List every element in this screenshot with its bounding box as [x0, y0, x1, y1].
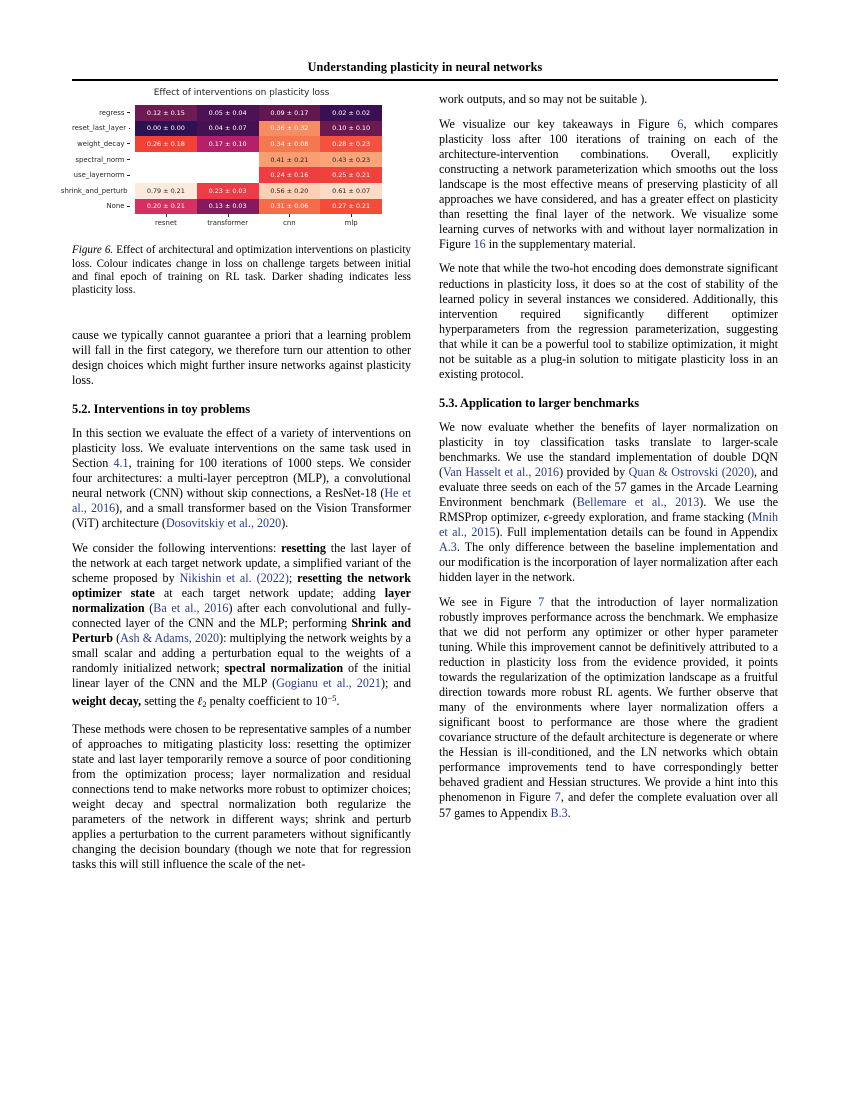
text-run: at each target network update; adding: [154, 586, 385, 601]
text-run: (: [144, 601, 154, 616]
row-label: spectral_norm: [72, 152, 130, 168]
heatmap-cell: 0.04 ± 0.07: [197, 121, 259, 137]
heatmap-cell: 0.00 ± 0.00: [135, 121, 197, 137]
right-column: [439, 92, 778, 830]
heatmap-cell: 0.05 ± 0.04: [197, 105, 259, 121]
heatmap-cell-empty: [135, 167, 197, 183]
heatmap-cell: 0.26 ± 0.18: [135, 136, 197, 152]
figure-link-6[interactable]: 6: [677, 116, 684, 131]
heatmap-cell: 0.12 ± 0.15: [135, 105, 197, 121]
text-run: ) after each convolutional and fully-connected layer of the CNN and the MLP; performing: [72, 601, 412, 631]
heatmap-cell: 0.10 ± 0.10: [320, 121, 382, 137]
figure-link-16[interactable]: 16: [473, 236, 486, 251]
text-run: of the initial linear layer of the CNN and the MLP (: [72, 661, 411, 691]
figure-title: Effect of interventions on plasticity loss: [153, 88, 330, 98]
figure-caption: [72, 244, 411, 298]
text-run: that the introduction of layer normalization robustly improves performance across the benchmark. We emphasize that we did not perform any optimizer or other hyper parameter tuning. While this improvement cannot be definitively attributed to a reduction in plasticity loss from the evidence provided, it points towards the regularization of the optimization landscape as a fruitful direction towards more robust RL agents. We further observe that many of the environments where layer normalization offers a significant boost to performance are those where the gradient covariance structure of the default architecture is degenerate or where the Hessian is ill-conditioned, and the LN networks which obtain performance improvements tend to have correspondingly better behaved gradient and Hessian structures. We provide a hint into this phenomenon in Figure: [439, 594, 778, 805]
right-para-4: [439, 420, 778, 586]
heatmap: [60, 105, 382, 228]
row-label: None: [72, 199, 130, 215]
left-para-3: [72, 541, 411, 713]
right-para-5: [439, 595, 778, 821]
row-label: use_layernorm: [72, 167, 130, 183]
figure-number: Figure 6.: [72, 244, 114, 257]
heatmap-cell: 0.23 ± 0.03: [197, 183, 259, 199]
heatmap-cell: 0.56 ± 0.20: [259, 183, 321, 199]
text-run: ;: [288, 571, 298, 586]
citation-link-he-2016[interactable]: He et al., 2016: [72, 486, 411, 516]
row-label: weight_decay: [72, 136, 130, 152]
heatmap-cell: 0.13 ± 0.03: [197, 199, 259, 215]
heatmap-cell: 0.17 ± 0.10: [197, 136, 259, 152]
heatmap-cell: 0.28 ± 0.23: [320, 136, 382, 152]
text-run: , which compares plasticity loss after 100 iterations of training on each of the architecture-intervention combinations. Overall, explicitly constructing a network parameterization which smooths out the loss landscape is the most effective means of preserving plasticity of all approaches we have considered, and has a greater effect on plasticity than resetting the final layer of the network. We visualize some learning curves of networks with and without layer normalization in Figure: [439, 116, 779, 251]
heatmap-cell: 0.41 ± 0.21: [259, 152, 321, 168]
heatmap-cell: 0.79 ± 0.21: [135, 183, 197, 199]
heatmap-cell: 0.27 ± 0.21: [320, 199, 382, 215]
citation-link-quan-ostrovski-2020[interactable]: Quan & Ostrovski (2020): [628, 464, 755, 479]
citation-link-gogianu-2021[interactable]: Gogianu et al., 2021: [276, 676, 381, 691]
citation-link-ash-adams-2020[interactable]: Ash & Adams, 2020: [120, 631, 220, 646]
text-run: -greedy exploration, and frame stacking (: [548, 510, 752, 525]
heading-section-5-2: 5.2. Interventions in toy problems: [72, 402, 251, 417]
text-run: We visualize our key takeaways in Figure: [439, 116, 678, 131]
heatmap-cell: 0.25 ± 0.21: [320, 167, 382, 183]
text-run: (: [112, 631, 121, 646]
emphasis-shrink-perturb: Shrink and Perturb: [72, 616, 412, 646]
citation-link-ba-2016[interactable]: Ba et al., 2016: [153, 601, 229, 616]
text-run: the last layer of the network at each target network update, a simplified variant of the scheme proposed by: [72, 541, 411, 586]
heatmap-cell: 0.34 ± 0.08: [259, 136, 321, 152]
text-run: penalty coefficient to 10: [206, 694, 328, 709]
text-run: We now evaluate whether the benefits of layer normalization on plasticity in toy classification tasks translate to larger-scale benchmarks. We use the standard implementation of double DQN (: [439, 419, 778, 479]
heatmap-cell: 0.61 ± 0.07: [320, 183, 382, 199]
heatmap-column-labels: [135, 214, 382, 227]
emphasis-layernorm: layer normalization: [72, 586, 411, 616]
appendix-link-b3[interactable]: B.3: [550, 805, 568, 820]
right-para-3: We note that while the two-hot encoding does demonstrate significant reductions in plasticity loss, it does so at the cost of stability of the learned policy in several instances we considered. Additionally, this intervention required significantly different optimizer hyperparameters from the regression parameterization, suggesting that while it can be a powerful tool to stabilize optimization, it might not be suitable as a plug-in solution to mitigate plasticity loss in an existing protocol.: [439, 261, 778, 381]
left-para-2: [72, 426, 411, 531]
column-label: transformer: [197, 214, 259, 227]
text-run: ): multiplying the network weights by a small scalar and adding a perturbation equal to the weights of a randomly initialized network;: [72, 631, 411, 676]
figure-6: [60, 88, 411, 298]
citation-link-bellemare-2013[interactable]: Bellemare et al., 2013: [576, 495, 700, 510]
emphasis-reset-optimizer: resetting the network optimizer state: [72, 571, 411, 601]
heatmap-cell: 0.09 ± 0.17: [259, 105, 321, 121]
text-run: ). We use the RMSProp optimizer,: [439, 495, 778, 525]
math-exponent: −5: [327, 693, 337, 704]
heatmap-cell: 0.20 ± 0.21: [135, 199, 197, 215]
right-para-1: work outputs, and so may not be suitable ).: [439, 92, 648, 106]
text-run: In this section we evaluate the effect of a variety of interventions on plasticity loss. We evaluate interventions on the same task used in Section: [72, 426, 411, 471]
column-label: resnet: [135, 214, 197, 227]
appendix-link-a3[interactable]: A.3: [439, 540, 457, 555]
text-run: .: [336, 694, 340, 709]
text-run: We see in Figure: [439, 594, 539, 609]
citation-link-vanhasselt-2016[interactable]: Van Hasselt et al., 2016: [443, 464, 560, 479]
heatmap-grid: [135, 105, 382, 214]
column-label: cnn: [259, 214, 321, 227]
heatmap-cell-empty: [135, 152, 197, 168]
text-run: ) provided by: [559, 464, 629, 479]
heatmap-cell-empty: [197, 167, 259, 183]
row-label: regress: [72, 105, 130, 121]
figure-link-7[interactable]: 7: [538, 594, 545, 609]
left-para-4: These methods were chosen to be representative samples of a number of approaches to mitigating plasticity loss: resetting the optimizer state and last layer temporarily remove a source of poor conditioning from the optimization process; layer normalization and residual connections tend to make networks more robust to optimizer choices; weight decay and spectral normalization both regularize the parameters of the network in different ways; shrink and perturb applies a perturbation to the current parameters without significantly changing the decision boundary (though we note that for regression tasks this will still influence the scale of the net-: [72, 722, 411, 872]
text-run: setting the: [141, 694, 198, 709]
figure-link-7-second[interactable]: 7: [554, 790, 561, 805]
text-run: We consider the following interventions:: [72, 541, 282, 556]
heatmap-cell-empty: [197, 152, 259, 168]
column-label: mlp: [320, 214, 382, 227]
text-run: ). Full implementation details can be found in Appendix: [495, 525, 778, 540]
emphasis-spectral-norm: spectral normalization: [224, 661, 344, 676]
figure-caption-text: Effect of architectural and optimization interventions on plasticity loss. Colour indicates change in loss on challenge targets between initial and final epoch of training on RL task. Darker shading indicates less plasticity loss.: [72, 244, 411, 297]
heatmap-cell: 0.02 ± 0.02: [320, 105, 382, 121]
text-run: in the supplementary material.: [485, 236, 636, 251]
text-run: ); and: [380, 676, 412, 691]
header-rule: [72, 79, 778, 81]
running-header: Understanding plasticity in neural networks: [307, 60, 543, 74]
text-run: , and evaluate three seeds on each of the 57 games in the Arcade Learning Environment benchmark (: [439, 464, 778, 510]
row-label: reset_last_layer: [72, 121, 130, 137]
row-label: shrink_and_perturb: [72, 183, 130, 199]
heading-section-5-3: 5.3. Application to larger benchmarks: [439, 395, 640, 410]
citation-link-section-4-1[interactable]: 4.1: [113, 456, 129, 471]
heatmap-cell: 0.36 ± 0.32: [259, 121, 321, 137]
right-para-2: [439, 117, 778, 252]
citation-link-mnih-2015[interactable]: Mnih et al., 2015: [439, 510, 778, 540]
heatmap-row-labels: [60, 105, 130, 214]
text-run: , training for 100 iterations of 1000 steps. We consider four architectures: a multi-layer perceptron (MLP), a convolutional neural network (CNN) without skip connections, a ResNet-18 (: [72, 456, 411, 501]
math-ell: ℓ: [197, 694, 203, 709]
text-run: . The only difference between the baseline implementation and our modification is the incorporation of layer normalization after each hidden layer in the network.: [439, 540, 778, 585]
text-run: ).: [281, 516, 289, 531]
emphasis-weight-decay: weight decay,: [72, 694, 142, 709]
left-para-1: cause we typically cannot guarantee a priori that a learning problem will fall in the first category, we therefore turn our attention to other design choices which might further insure networks against plasticity loss.: [72, 328, 411, 388]
text-run: .: [567, 805, 571, 820]
text-run: , and defer the complete evaluation over all 57 games to Appendix: [439, 790, 778, 820]
text-run: ), and a small transformer based on the Vision Transformer (ViT) architecture (: [72, 501, 411, 531]
citation-link-nikishin-2022[interactable]: Nikishin et al. (2022): [179, 571, 289, 586]
heatmap-cell: 0.24 ± 0.16: [259, 167, 321, 183]
emphasis-resetting: resetting: [281, 541, 326, 556]
math-ell-subscript: 2: [202, 699, 207, 710]
math-epsilon: ϵ: [543, 510, 549, 525]
heatmap-cell: 0.43 ± 0.23: [320, 152, 382, 168]
heatmap-cell: 0.31 ± 0.06: [259, 199, 321, 215]
citation-link-dosovitskiy-2020[interactable]: Dosovitskiy et al., 2020: [165, 516, 282, 531]
